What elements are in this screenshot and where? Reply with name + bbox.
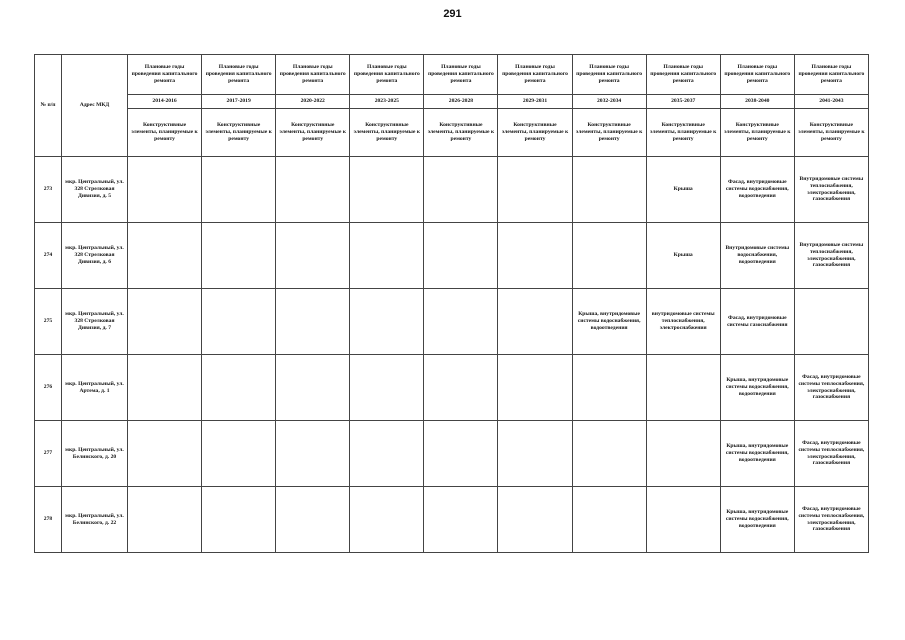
row-cell [498, 223, 572, 289]
table-row [35, 223, 869, 289]
table-row [35, 157, 869, 223]
header-elements: Конструктивные элементы, планируемые к ремонту [276, 109, 350, 157]
row-cell: Крыша [646, 223, 720, 289]
row-cell: Фасад, внутридомовые системы теплоснабжения, электроснабжения, газоснабжения [794, 355, 868, 421]
page-number: 291 [443, 8, 462, 20]
header-years: 2026-2028 [424, 95, 498, 109]
row-cell [424, 223, 498, 289]
row-cell [276, 355, 350, 421]
header-elements: Конструктивные элементы, планируемые к ремонту [720, 109, 794, 157]
row-cell [276, 289, 350, 355]
header-elements: Конструктивные элементы, планируемые к ремонту [572, 109, 646, 157]
repair-schedule-table [34, 54, 869, 553]
row-cell: Внутридомовые системы водоснабжения, водоотведения [720, 223, 794, 289]
row-cell [350, 223, 424, 289]
row-cell [350, 421, 424, 487]
header-elements: Конструктивные элементы, планируемые к ремонту [202, 109, 276, 157]
row-cell [128, 157, 202, 223]
row-cell [424, 157, 498, 223]
row-address: мкр. Центральный, ул. 328 Стрелковая Дивизия, д. 7 [62, 289, 128, 355]
row-cell [424, 421, 498, 487]
row-num: 277 [35, 421, 62, 487]
row-cell: Внутридомовые системы теплоснабжения, электроснабжения, газоснабжения [794, 157, 868, 223]
row-cell [202, 421, 276, 487]
row-cell [498, 487, 572, 553]
table-row [35, 289, 869, 355]
row-cell [498, 421, 572, 487]
row-address: мкр. Центральный, ул. 328 Стрелковая Дивизия, д. 5 [62, 157, 128, 223]
row-cell [424, 289, 498, 355]
row-cell [128, 355, 202, 421]
header-period-title: Плановые годы проведения капитального ремонта [202, 55, 276, 95]
row-cell [350, 289, 424, 355]
row-address: мкр. Центральный, ул. Белинского, д. 22 [62, 487, 128, 553]
header-elements: Конструктивные элементы, планируемые к ремонту [128, 109, 202, 157]
row-cell [646, 487, 720, 553]
row-cell: Крыша, внутридомовые системы водоснабжения, водоотведения [720, 355, 794, 421]
table-body [35, 157, 869, 553]
header-years: 2020-2022 [276, 95, 350, 109]
row-num: 273 [35, 157, 62, 223]
header-period-title: Плановые годы проведения капитального ремонта [646, 55, 720, 95]
header-period-title: Плановые годы проведения капитального ремонта [276, 55, 350, 95]
row-num: 276 [35, 355, 62, 421]
row-cell [498, 289, 572, 355]
row-cell [202, 487, 276, 553]
header-period-title: Плановые годы проведения капитального ремонта [794, 55, 868, 95]
row-cell: Крыша, внутридомовые системы водоснабжения, водоотведения [720, 487, 794, 553]
row-address: мкр. Центральный, ул. Артема, д. 1 [62, 355, 128, 421]
row-cell: Крыша, внутридомовые системы водоснабжения, водоотведения [572, 289, 646, 355]
row-cell [572, 355, 646, 421]
header-years: 2029-2031 [498, 95, 572, 109]
row-cell [350, 355, 424, 421]
row-cell: Фасад, внутридомовые системы теплоснабжения, электроснабжения, газоснабжения [794, 487, 868, 553]
row-cell: Крыша, внутридомовые системы водоснабжения, водоотведения [720, 421, 794, 487]
row-cell [128, 487, 202, 553]
row-cell [276, 157, 350, 223]
row-num: 275 [35, 289, 62, 355]
header-years: 2014-2016 [128, 95, 202, 109]
header-row-elements [35, 109, 869, 157]
row-cell [276, 421, 350, 487]
row-num: 278 [35, 487, 62, 553]
row-address: мкр. Центральный, ул. Белинского, д. 20 [62, 421, 128, 487]
row-cell [276, 223, 350, 289]
header-num: № п/п [35, 55, 62, 157]
header-period-title: Плановые годы проведения капитального ремонта [498, 55, 572, 95]
header-elements: Конструктивные элементы, планируемые к ремонту [424, 109, 498, 157]
row-cell: Фасад, внутридомовые системы теплоснабжения, электроснабжения, газоснабжения [794, 421, 868, 487]
header-elements: Конструктивные элементы, планируемые к ремонту [498, 109, 572, 157]
header-row-titles [35, 55, 869, 95]
table-row [35, 421, 869, 487]
row-cell [646, 421, 720, 487]
row-cell: Крыша [646, 157, 720, 223]
row-cell [572, 157, 646, 223]
row-cell [498, 157, 572, 223]
row-cell: Фасад, внутридомовые системы водоснабжения, водоотведения [720, 157, 794, 223]
row-cell [202, 355, 276, 421]
row-cell: Внутридомовые системы теплоснабжения, электроснабжения, газоснабжения [794, 223, 868, 289]
header-years: 2035-2037 [646, 95, 720, 109]
table-header [35, 55, 869, 157]
header-years: 2023-2025 [350, 95, 424, 109]
header-period-title: Плановые годы проведения капитального ремонта [128, 55, 202, 95]
header-period-title: Плановые годы проведения капитального ремонта [572, 55, 646, 95]
row-cell [128, 223, 202, 289]
row-cell [202, 223, 276, 289]
row-cell [350, 487, 424, 553]
row-address: мкр. Центральный, ул. 328 Стрелковая Дивизия, д. 6 [62, 223, 128, 289]
row-cell [202, 157, 276, 223]
header-years: 2017-2019 [202, 95, 276, 109]
header-period-title: Плановые годы проведения капитального ремонта [424, 55, 498, 95]
header-period-title: Плановые годы проведения капитального ремонта [720, 55, 794, 95]
table-row [35, 355, 869, 421]
row-cell [202, 289, 276, 355]
header-address: Адрес МКД [62, 55, 128, 157]
header-period-title: Плановые годы проведения капитального ремонта [350, 55, 424, 95]
header-elements: Конструктивные элементы, планируемые к ремонту [794, 109, 868, 157]
row-cell [572, 223, 646, 289]
table-row [35, 487, 869, 553]
row-cell [646, 355, 720, 421]
row-cell [424, 355, 498, 421]
header-years: 2032-2034 [572, 95, 646, 109]
header-years: 2041-2043 [794, 95, 868, 109]
row-cell [572, 421, 646, 487]
row-cell [794, 289, 868, 355]
header-elements: Конструктивные элементы, планируемые к ремонту [350, 109, 424, 157]
row-cell [128, 421, 202, 487]
header-elements: Конструктивные элементы, планируемые к ремонту [646, 109, 720, 157]
row-cell [128, 289, 202, 355]
row-cell: Фасад, внутридомовые системы газоснабжения [720, 289, 794, 355]
row-cell [350, 157, 424, 223]
row-cell [572, 487, 646, 553]
row-num: 274 [35, 223, 62, 289]
header-years: 2038-2040 [720, 95, 794, 109]
row-cell [424, 487, 498, 553]
row-cell [276, 487, 350, 553]
row-cell [498, 355, 572, 421]
header-row-years [35, 95, 869, 109]
row-cell: внутридомовые системы теплоснабжения, электроснабжения [646, 289, 720, 355]
